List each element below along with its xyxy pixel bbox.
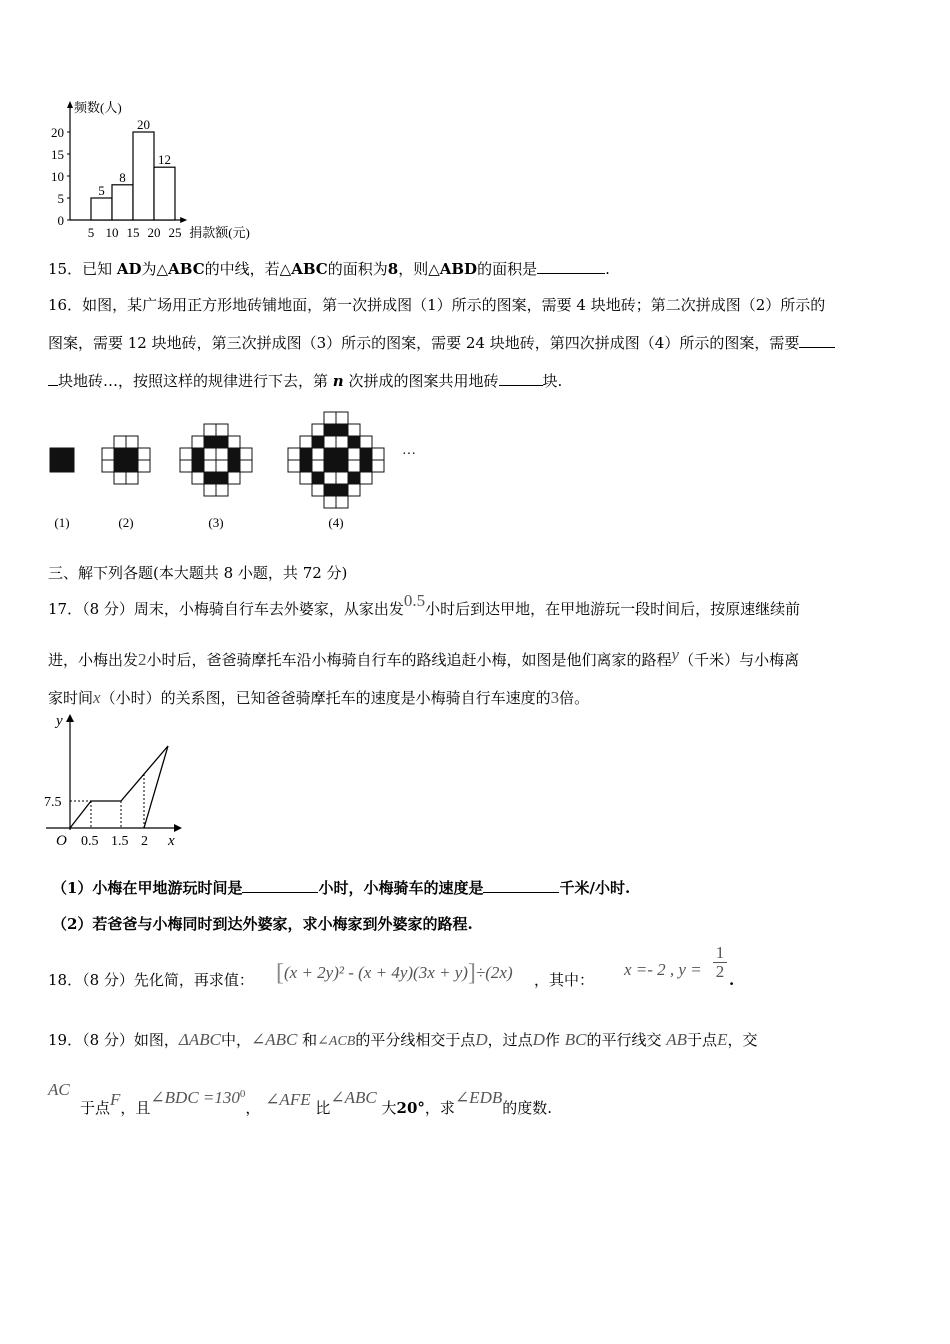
origin-label: O [56, 833, 67, 849]
y-tick-label: 5 [57, 191, 64, 206]
histogram-bar [91, 198, 112, 220]
question-18-cond-text: ，其中： [534, 971, 595, 989]
histogram-bar [133, 132, 154, 220]
floor-tile [204, 460, 216, 472]
question-19-ac: AC [48, 1080, 70, 1099]
floor-tile [114, 448, 126, 460]
question-18-expression: [(x + 2y)² - (x + 4y)(3x + y)]÷(2x) [276, 960, 513, 986]
floor-tile [204, 448, 216, 460]
floor-tile [372, 460, 384, 472]
floor-tile [216, 448, 228, 460]
floor-tile [336, 424, 348, 436]
x-tick-label: 5 [87, 225, 95, 240]
distance-time-graph [40, 712, 190, 857]
floor-tile [324, 496, 336, 508]
y-tick-7.5: 7.5 [44, 795, 62, 810]
floor-tile [228, 448, 240, 460]
floor-tile [126, 472, 138, 484]
floor-tile [62, 460, 74, 472]
y-tick-label: 0 [57, 213, 64, 228]
y-axis-arrow [66, 714, 74, 722]
y-axis-arrow [67, 101, 73, 108]
floor-tile [216, 460, 228, 472]
floor-tile [300, 436, 312, 448]
floor-tile [348, 424, 360, 436]
histogram-chart [40, 98, 280, 248]
floor-tile [114, 436, 126, 448]
question-17-part-1: （1）小梅在甲地游玩时间是 小时，小梅骑车的速度是 千米/小时. [52, 879, 631, 897]
floor-tile [240, 448, 252, 460]
floor-tile [324, 436, 336, 448]
xiaomei-line [70, 746, 168, 828]
floor-tile [126, 436, 138, 448]
floor-tile [192, 472, 204, 484]
x-tick-label: 15 [126, 225, 140, 240]
floor-tile [204, 484, 216, 496]
floor-tile [204, 436, 216, 448]
floor-tile [336, 496, 348, 508]
floor-tile [204, 472, 216, 484]
floor-tile [324, 472, 336, 484]
x-tick-label: 20 [147, 225, 161, 240]
floor-tile [204, 424, 216, 436]
floor-tile [138, 448, 150, 460]
floor-tile [360, 436, 372, 448]
answer-blank[interactable] [242, 878, 318, 893]
floor-tile [312, 484, 324, 496]
floor-tile [336, 412, 348, 424]
answer-blank[interactable] [499, 371, 543, 386]
floor-tile [348, 436, 360, 448]
x-tick-0.5: 0.5 [81, 834, 99, 849]
floor-tile [348, 448, 360, 460]
answer-blank[interactable] [537, 259, 605, 274]
floor-tile [50, 448, 62, 460]
question-16-line-3: 块地砖…，按照这样的规律进行下去，第 n 次拼成的图案共用地砖 块. [48, 371, 562, 391]
floor-tile [300, 472, 312, 484]
question-16-line-2: 图案，需要 12 块地砖，第三次拼成图（3）所示的图案，需要 24 块地砖，第四次拼成图（4）所示的图案，需要 [48, 333, 835, 353]
floor-tile [138, 460, 150, 472]
pattern-label-2: (2) [118, 515, 134, 530]
floor-tile [300, 460, 312, 472]
histogram-bar [154, 167, 175, 220]
floor-tile [360, 472, 372, 484]
y-tick-label: 20 [51, 125, 64, 140]
floor-tile [192, 436, 204, 448]
floor-tile [228, 472, 240, 484]
floor-tile [360, 448, 372, 460]
x-tick-label: 25 [168, 225, 182, 240]
question-17-line-2: 进，小梅出发2小时后，爸爸骑摩托车沿小梅骑自行车的路线追赶小梅，如图是他们离家的路程y（千米）与小梅离 [48, 645, 800, 669]
floor-tile [348, 484, 360, 496]
floor-tile [324, 460, 336, 472]
floor-tile [102, 460, 114, 472]
y-tick-label: 15 [51, 147, 64, 162]
y-axis-label: 频数(人) [74, 100, 122, 115]
floor-tile [228, 436, 240, 448]
x-axis-arrow [180, 217, 187, 223]
pattern-label-1: (1) [54, 515, 70, 530]
y-tick-label: 10 [51, 169, 64, 184]
question-19-line-2: 于点F，且∠BDC $=130^0$， ∠AFE 比∠ABC 大20°，求∠EDB的度数. [80, 1088, 553, 1117]
floor-tile [312, 472, 324, 484]
floor-tile [312, 460, 324, 472]
x-axis-label: 捐款额(元) [189, 225, 250, 240]
bar-value-label: 12 [158, 152, 171, 168]
section-3-title: 三、解下列各题(本大题共 8 小题，共 72 分) [48, 564, 348, 582]
floor-tile [102, 448, 114, 460]
floor-tile [288, 448, 300, 460]
floor-tile [240, 460, 252, 472]
floor-tile [62, 448, 74, 460]
floor-tile [312, 436, 324, 448]
floor-tile [348, 460, 360, 472]
x-tick-label: 10 [105, 225, 119, 240]
floor-tile [312, 448, 324, 460]
floor-tile [372, 448, 384, 460]
floor-tile [192, 460, 204, 472]
bar-value-label: 5 [98, 183, 105, 198]
question-19-line-1: 19．（8 分）如图，ΔABC中，∠ABC 和∠ACB的平分线相交于点D，过点D作 BC的平行线交 AB于点E，交 [48, 1030, 758, 1049]
question-15: 15．已知 AD为△ABC的中线，若△ABC的面积为8，则△ABD的面积是 . [48, 260, 610, 278]
floor-tile [324, 484, 336, 496]
floor-tile [126, 448, 138, 460]
question-18-condition: x =- 2 , y = [624, 960, 702, 979]
floor-tile [300, 448, 312, 460]
pattern-label-4: (4) [328, 515, 344, 530]
floor-tile [324, 424, 336, 436]
floor-tile [126, 460, 138, 472]
answer-blank[interactable] [48, 371, 58, 386]
ellipsis: ··· [402, 447, 416, 462]
answer-blank[interactable] [799, 333, 835, 348]
question-17-part-2: （2）若爸爸与小梅同时到达外婆家，求小梅家到外婆家的路程. [52, 915, 473, 933]
question-17-line-1: 17．（8 分）周末，小梅骑自行车去外婆家，从家出发0.5小时后到达甲地，在甲地游玩一段时间后，按原速继续前 [48, 591, 801, 618]
floor-tile [324, 412, 336, 424]
dad-line [144, 746, 168, 828]
floor-tile [324, 448, 336, 460]
answer-blank[interactable] [483, 878, 559, 893]
floor-tile [216, 424, 228, 436]
floor-tile [348, 472, 360, 484]
floor-tile [336, 484, 348, 496]
floor-tile [228, 460, 240, 472]
question-18: 18．（8 分）先化简，再求值： [48, 971, 254, 989]
floor-tile [180, 460, 192, 472]
y-axis-label: y [56, 713, 63, 729]
floor-tile [216, 472, 228, 484]
floor-tile [216, 436, 228, 448]
floor-tile [50, 460, 62, 472]
x-axis-arrow [174, 824, 182, 832]
floor-tile [336, 436, 348, 448]
floor-tile [288, 460, 300, 472]
bar-value-label: 8 [119, 169, 126, 185]
pattern-label-3: (3) [208, 515, 224, 530]
question-17-line-3: 家时间x（小时）的关系图，已知爸爸骑摩托车的速度是小梅骑自行车速度的3倍。 [48, 688, 590, 707]
x-tick-2: 2 [141, 834, 148, 849]
floor-tile [192, 448, 204, 460]
floor-tile [216, 484, 228, 496]
floor-tile [336, 448, 348, 460]
question-16-line-1: 16．如图，某广场用正方形地砖铺地面，第一次拼成图（1）所示的图案，需要 4 块地砖；第二次拼成图（2）所示的 [48, 296, 826, 314]
histogram-bar [112, 185, 133, 220]
question-18-end: . [729, 971, 735, 989]
floor-tile [180, 448, 192, 460]
floor-tile [336, 472, 348, 484]
floor-tile [336, 460, 348, 472]
floor-tile [114, 472, 126, 484]
bar-value-label: 20 [137, 117, 150, 132]
floor-tile [312, 424, 324, 436]
x-tick-1.5: 1.5 [111, 834, 129, 849]
x-axis-label: x [168, 833, 175, 849]
floor-tile [114, 460, 126, 472]
question-18-fraction: 1 2 [713, 944, 727, 981]
tile-patterns-figure [40, 398, 440, 538]
floor-tile [360, 460, 372, 472]
